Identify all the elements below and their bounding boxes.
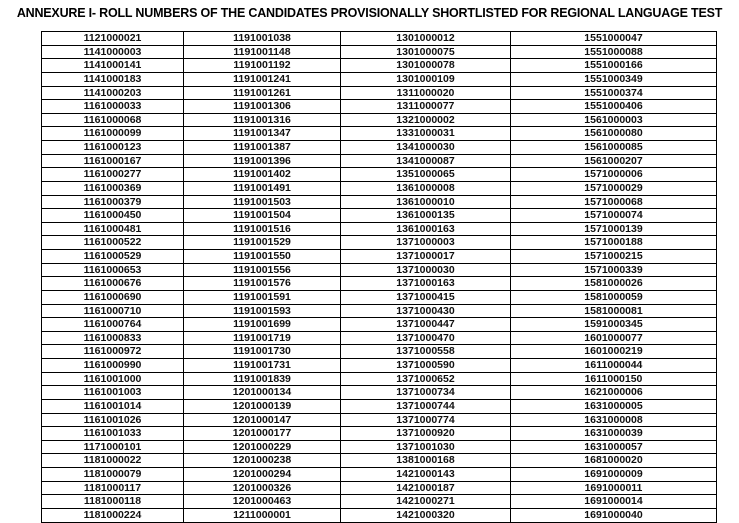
roll-number-cell: 1691000009 — [511, 468, 717, 482]
table-row — [42, 209, 717, 223]
roll-number-cell: 1371000734 — [341, 386, 511, 400]
table-row — [42, 100, 717, 114]
roll-number-cell: 1181000224 — [42, 508, 184, 522]
table-row — [42, 181, 717, 195]
roll-number-cell: 1321000002 — [341, 113, 511, 127]
roll-number-cell: 1161001003 — [42, 386, 184, 400]
roll-number-cell: 1371000447 — [341, 318, 511, 332]
roll-number-cell: 1691000011 — [511, 481, 717, 495]
roll-number-cell: 1371000430 — [341, 304, 511, 318]
table-row — [42, 331, 717, 345]
table-row — [42, 250, 717, 264]
roll-number-cell: 1191001038 — [184, 32, 341, 46]
roll-number-cell: 1561000085 — [511, 141, 717, 155]
table-row — [42, 359, 717, 373]
roll-number-cell: 1161000764 — [42, 318, 184, 332]
roll-number-cell: 1601000077 — [511, 331, 717, 345]
roll-number-cell: 1161001033 — [42, 427, 184, 441]
roll-number-cell: 1161000676 — [42, 277, 184, 291]
table-row — [42, 195, 717, 209]
table-row — [42, 468, 717, 482]
table-row — [42, 59, 717, 73]
roll-number-cell: 1181000117 — [42, 481, 184, 495]
roll-number-cell: 1141000203 — [42, 86, 184, 100]
roll-number-cell: 1561000080 — [511, 127, 717, 141]
roll-number-cell: 1571000188 — [511, 236, 717, 250]
table-row — [42, 440, 717, 454]
table-row — [42, 127, 717, 141]
roll-number-cell: 1161000972 — [42, 345, 184, 359]
table-row — [42, 304, 717, 318]
roll-number-cell: 1161000481 — [42, 222, 184, 236]
roll-number-cell: 1181000118 — [42, 495, 184, 509]
roll-number-cell: 1201000238 — [184, 454, 341, 468]
roll-number-cell: 1371000030 — [341, 263, 511, 277]
roll-number-cell: 1121000021 — [42, 32, 184, 46]
roll-number-cell: 1191001241 — [184, 72, 341, 86]
roll-number-cell: 1561000207 — [511, 154, 717, 168]
roll-number-cell: 1371000590 — [341, 359, 511, 373]
roll-number-cell: 1191001387 — [184, 141, 341, 155]
roll-number-cell: 1161000710 — [42, 304, 184, 318]
roll-number-cell: 1581000026 — [511, 277, 717, 291]
table-row — [42, 372, 717, 386]
table-row — [42, 427, 717, 441]
roll-number-cell: 1161000068 — [42, 113, 184, 127]
roll-number-cell: 1311000020 — [341, 86, 511, 100]
roll-number-cell: 1191001192 — [184, 59, 341, 73]
roll-number-cell: 1161000450 — [42, 209, 184, 223]
roll-number-cell: 1361000010 — [341, 195, 511, 209]
roll-number-cell: 1571000029 — [511, 181, 717, 195]
roll-number-cell: 1631000057 — [511, 440, 717, 454]
table-row — [42, 399, 717, 413]
roll-number-cell: 1191001261 — [184, 86, 341, 100]
roll-number-cell: 1581000059 — [511, 290, 717, 304]
roll-number-cell: 1571000215 — [511, 250, 717, 264]
roll-number-cell: 1191001504 — [184, 209, 341, 223]
roll-number-cell: 1381000168 — [341, 454, 511, 468]
table-row — [42, 413, 717, 427]
roll-number-cell: 1181000079 — [42, 468, 184, 482]
roll-number-cell: 1421000143 — [341, 468, 511, 482]
roll-number-cell: 1611000150 — [511, 372, 717, 386]
roll-number-cell: 1191001306 — [184, 100, 341, 114]
roll-number-cell: 1191001731 — [184, 359, 341, 373]
roll-number-cell: 1301000075 — [341, 45, 511, 59]
roll-number-cell: 1371000163 — [341, 277, 511, 291]
roll-number-cell: 1611000044 — [511, 359, 717, 373]
roll-number-cell: 1371000774 — [341, 413, 511, 427]
roll-number-cell: 1351000065 — [341, 168, 511, 182]
roll-number-cell: 1591000345 — [511, 318, 717, 332]
roll-number-cell: 1361000008 — [341, 181, 511, 195]
roll-number-cell: 1311000077 — [341, 100, 511, 114]
roll-number-cell: 1371000652 — [341, 372, 511, 386]
roll-number-cell: 1141000141 — [42, 59, 184, 73]
roll-number-cell: 1201000326 — [184, 481, 341, 495]
roll-number-cell: 1161000123 — [42, 141, 184, 155]
roll-number-cell: 1421000320 — [341, 508, 511, 522]
table-row — [42, 141, 717, 155]
roll-number-cell: 1171000101 — [42, 440, 184, 454]
table-row — [42, 454, 717, 468]
roll-number-cell: 1371001030 — [341, 440, 511, 454]
roll-number-cell: 1201000463 — [184, 495, 341, 509]
roll-number-cell: 1561000003 — [511, 113, 717, 127]
roll-number-cell: 1551000047 — [511, 32, 717, 46]
roll-number-cell: 1621000006 — [511, 386, 717, 400]
roll-number-cell: 1551000374 — [511, 86, 717, 100]
table-row — [42, 318, 717, 332]
roll-number-cell: 1301000078 — [341, 59, 511, 73]
roll-number-cell: 1581000081 — [511, 304, 717, 318]
roll-number-cell: 1371000017 — [341, 250, 511, 264]
roll-number-cell: 1191001576 — [184, 277, 341, 291]
roll-number-cell: 1161000277 — [42, 168, 184, 182]
roll-number-cell: 1571000339 — [511, 263, 717, 277]
roll-number-cell: 1181000022 — [42, 454, 184, 468]
roll-number-table — [41, 31, 717, 523]
roll-number-cell: 1201000139 — [184, 399, 341, 413]
roll-number-cell: 1161000369 — [42, 181, 184, 195]
roll-number-cell: 1141000003 — [42, 45, 184, 59]
roll-number-cell: 1191001396 — [184, 154, 341, 168]
roll-number-cell: 1361000163 — [341, 222, 511, 236]
roll-number-cell: 1191001550 — [184, 250, 341, 264]
roll-number-cell: 1421000271 — [341, 495, 511, 509]
roll-number-cell: 1371000470 — [341, 331, 511, 345]
table-row — [42, 495, 717, 509]
roll-number-cell: 1191001148 — [184, 45, 341, 59]
page-title: ANNEXURE I- ROLL NUMBERS OF THE CANDIDATES PROVISIONALLY SHORTLISTED FOR REGIONAL LANGUAGE TEST — [16, 6, 723, 20]
table-row — [42, 154, 717, 168]
roll-number-cell: 1551000166 — [511, 59, 717, 73]
roll-number-cell: 1161000690 — [42, 290, 184, 304]
table-row — [42, 86, 717, 100]
roll-number-cell: 1601000219 — [511, 345, 717, 359]
table-row — [42, 345, 717, 359]
roll-number-cell: 1191001839 — [184, 372, 341, 386]
roll-number-cell: 1691000040 — [511, 508, 717, 522]
roll-number-cell: 1161000099 — [42, 127, 184, 141]
roll-number-cell: 1421000187 — [341, 481, 511, 495]
roll-number-cell: 1571000068 — [511, 195, 717, 209]
table-row — [42, 277, 717, 291]
roll-number-cell: 1191001503 — [184, 195, 341, 209]
roll-number-cell: 1191001699 — [184, 318, 341, 332]
roll-number-cell: 1191001402 — [184, 168, 341, 182]
roll-number-cell: 1551000088 — [511, 45, 717, 59]
roll-number-cell: 1691000014 — [511, 495, 717, 509]
table-row — [42, 481, 717, 495]
table-row — [42, 168, 717, 182]
roll-number-cell: 1161000653 — [42, 263, 184, 277]
roll-number-cell: 1201000294 — [184, 468, 341, 482]
roll-number-cell: 1191001347 — [184, 127, 341, 141]
table-row — [42, 386, 717, 400]
roll-number-cell: 1201000147 — [184, 413, 341, 427]
roll-number-cell: 1201000229 — [184, 440, 341, 454]
table-row — [42, 45, 717, 59]
roll-number-cell: 1191001491 — [184, 181, 341, 195]
roll-number-cell: 1371000558 — [341, 345, 511, 359]
roll-number-cell: 1371000920 — [341, 427, 511, 441]
roll-number-cell: 1551000349 — [511, 72, 717, 86]
roll-number-cell: 1161000529 — [42, 250, 184, 264]
roll-number-cell: 1191001529 — [184, 236, 341, 250]
roll-number-cell: 1371000744 — [341, 399, 511, 413]
roll-number-cell: 1571000074 — [511, 209, 717, 223]
roll-number-cell: 1191001516 — [184, 222, 341, 236]
roll-number-cell: 1191001719 — [184, 331, 341, 345]
roll-number-cell: 1341000030 — [341, 141, 511, 155]
roll-number-cell: 1571000006 — [511, 168, 717, 182]
table-row — [42, 236, 717, 250]
roll-number-cell: 1191001730 — [184, 345, 341, 359]
roll-number-cell: 1631000039 — [511, 427, 717, 441]
roll-number-cell: 1161001026 — [42, 413, 184, 427]
roll-number-cell: 1341000087 — [341, 154, 511, 168]
table-row — [42, 263, 717, 277]
roll-table-body — [42, 32, 717, 523]
roll-number-cell: 1681000020 — [511, 454, 717, 468]
roll-number-cell: 1161001000 — [42, 372, 184, 386]
table-row — [42, 222, 717, 236]
table-row — [42, 32, 717, 46]
roll-number-cell: 1371000003 — [341, 236, 511, 250]
roll-number-cell: 1191001591 — [184, 290, 341, 304]
roll-number-cell: 1161000522 — [42, 236, 184, 250]
roll-number-cell: 1331000031 — [341, 127, 511, 141]
roll-number-cell: 1201000177 — [184, 427, 341, 441]
roll-number-cell: 1301000109 — [341, 72, 511, 86]
roll-number-cell: 1141000183 — [42, 72, 184, 86]
roll-number-cell: 1631000008 — [511, 413, 717, 427]
roll-number-cell: 1211000001 — [184, 508, 341, 522]
roll-number-cell: 1201000134 — [184, 386, 341, 400]
table-row — [42, 72, 717, 86]
roll-number-cell: 1191001316 — [184, 113, 341, 127]
roll-number-cell: 1191001556 — [184, 263, 341, 277]
roll-number-cell: 1631000005 — [511, 399, 717, 413]
roll-number-cell: 1161000033 — [42, 100, 184, 114]
roll-number-cell: 1571000139 — [511, 222, 717, 236]
roll-number-cell: 1191001593 — [184, 304, 341, 318]
table-row — [42, 290, 717, 304]
roll-number-cell: 1161000379 — [42, 195, 184, 209]
roll-number-cell: 1551000406 — [511, 100, 717, 114]
roll-number-cell: 1161001014 — [42, 399, 184, 413]
roll-number-cell: 1371000415 — [341, 290, 511, 304]
roll-number-cell: 1361000135 — [341, 209, 511, 223]
roll-number-cell: 1161000990 — [42, 359, 184, 373]
roll-number-cell: 1161000833 — [42, 331, 184, 345]
roll-number-cell: 1161000167 — [42, 154, 184, 168]
table-row — [42, 113, 717, 127]
roll-number-cell: 1301000012 — [341, 32, 511, 46]
table-row — [42, 508, 717, 522]
